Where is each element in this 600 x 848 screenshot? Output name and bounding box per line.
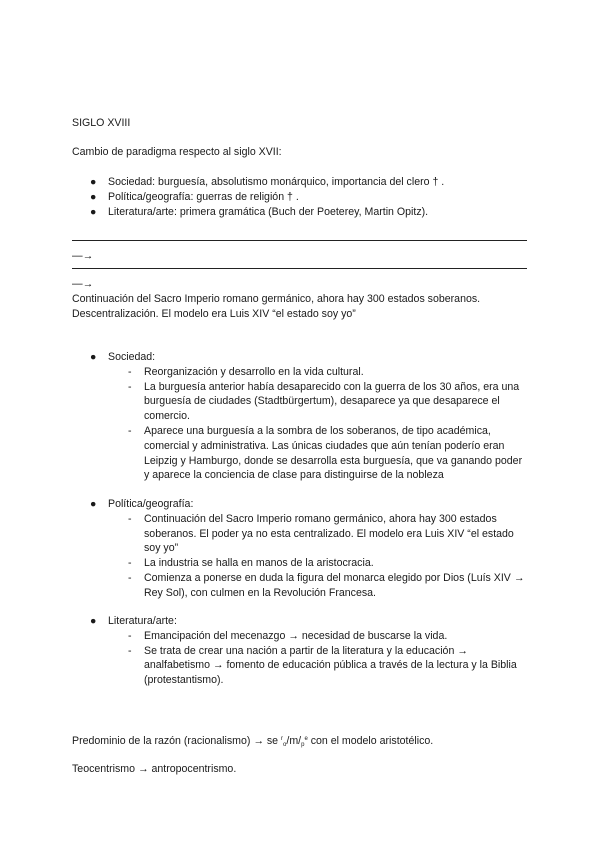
dash-icon: - (128, 512, 132, 525)
intro-line: Cambio de paradigma respecto al siglo XVII: (72, 146, 282, 158)
sub-list (90, 512, 530, 601)
list-item: - La burguesía anterior había desaparecido con la guerra de los 30 años, era una burguesía de ciudades (Stadtbürgertum), desaparece ya que desaparece el comercio. (128, 380, 520, 423)
page-heading: SIGLO XVIII (72, 117, 131, 129)
continuation-paragraph: Continuación del Sacro Imperio romano germánico, ahora hay 300 estados soberanos. Descentralización. El modelo era Luis XIV “el estado soy yo” (72, 293, 481, 320)
sub-list (90, 629, 530, 688)
list-item: ● Política/geografía: guerras de religión † . (72, 190, 444, 205)
list-item: - Reorganización y desarrollo en la vida cultural. (128, 365, 364, 378)
summary-list (72, 175, 444, 221)
list-item: ● Sociedad: burguesía, absolutismo monárquico, importancia del clero † . (72, 175, 444, 190)
horizontal-rule (72, 268, 527, 269)
list-item: - Comienza a ponerse en duda la figura del monarca elegido por Dios (Luís XIV → Rey Sol), con culmen en la Revolución Francesa. (128, 571, 525, 599)
dash-icon: - (128, 424, 132, 437)
dash-icon: - (128, 629, 132, 642)
dash-icon: - (128, 557, 132, 570)
section-title: ● Literatura/arte: (90, 615, 177, 627)
sub-list (90, 365, 530, 483)
teocentrismo-line: Teocentrismo → antropocentrismo. (72, 763, 237, 775)
bullet-icon: ● (90, 615, 97, 627)
list-item: - Aparece una burguesía a la sombra de los soberanos, de tipo académica, comercial y administrativa. Las únicas ciudades que aún tenían poderío eran Leipzig y Hamburgo, donde se desarrolla esta burguesía, que va ganando poder y aparece la conciencia de clase para distinguirse de la nobleza (128, 424, 523, 482)
list-item: - Continuación del Sacro Imperio romano germánico, ahora hay 300 estados soberanos. El poder ya no esta centralizado. El modelo era Luis XIV “el estado soy yo” (128, 512, 514, 555)
section-politica (90, 497, 530, 601)
list-item: - Emancipación del mecenazgo → necesidad de buscarse la vida. (128, 629, 448, 642)
horizontal-rule (72, 240, 527, 241)
list-item: - La industria se halla en manos de la aristocracia. (128, 557, 374, 570)
dash-icon: - (128, 380, 132, 393)
list-item: - Se trata de crear una nación a partir de la literatura y la educación → analfabetismo → fomento de educación pública a través de la lectura y la Biblia (protestantismo). (128, 644, 517, 687)
dash-icon: - (128, 365, 132, 378)
dash-icon: - (128, 571, 132, 584)
section-literatura (90, 614, 530, 688)
bullet-icon: ● (90, 351, 97, 363)
bullet-icon: ● (90, 498, 97, 510)
bullet-icon: ● (90, 206, 97, 219)
bullet-icon: ● (90, 176, 97, 188)
section-title: ● Política/geografía: (90, 498, 194, 510)
dash-icon: - (128, 644, 132, 657)
section-title: ● Sociedad: (90, 351, 156, 363)
arrow-line: —→ (72, 278, 94, 290)
arrow-line: —→ (72, 250, 94, 262)
section-sociedad (90, 350, 530, 483)
bullet-icon: ● (90, 191, 97, 204)
list-item: ● Literatura/arte: primera gramática (Buch der Poeterey, Martin Opitz). (72, 205, 444, 220)
predominio-line: Predominio de la razón (racionalismo) → se $^ro/m/p^e$ con el modelo aristotélico. (72, 735, 434, 748)
